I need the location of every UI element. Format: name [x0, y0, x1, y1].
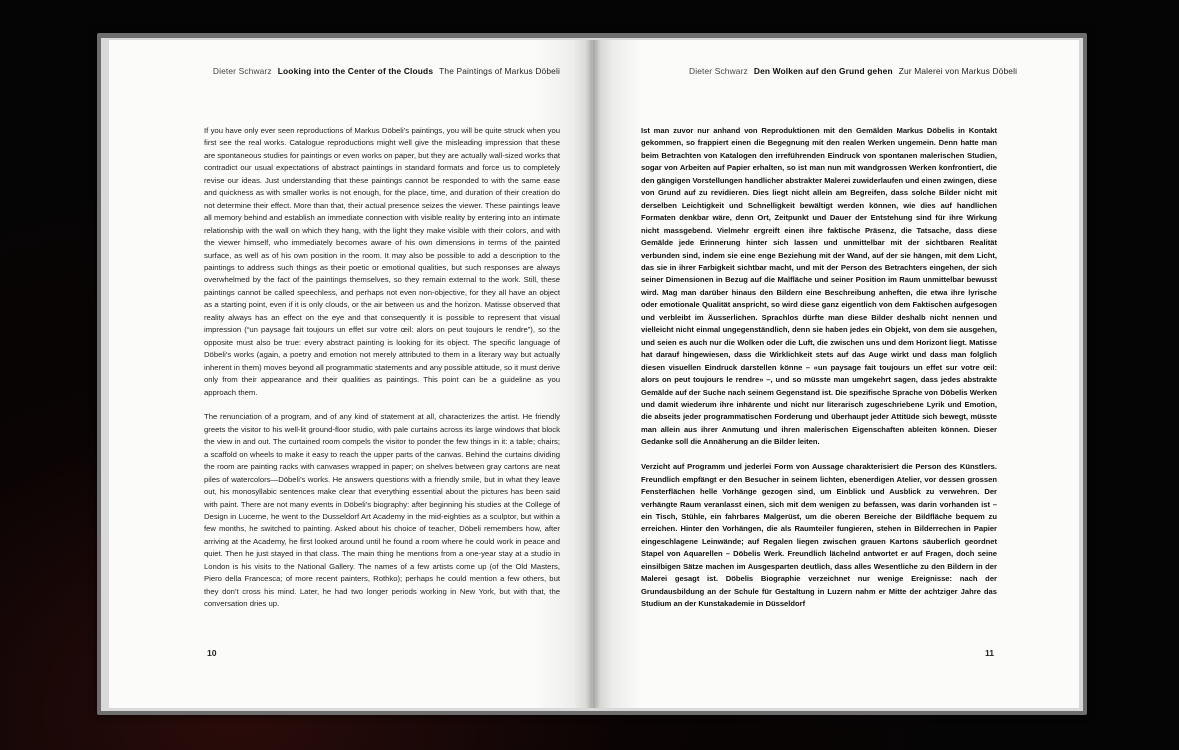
page-number-left: 10	[207, 648, 217, 658]
running-head-right	[689, 66, 1017, 76]
paragraph: If you have only ever seen reproductions of Markus Döbeli’s paintings, you will be quite struck when you first see the real works. Catalogue reproductions might well give the misleading impression that these are spontaneous studies for paintings or even works on paper, but they are actually wall-sized works that contradict our usual expectations of abstract paintings in standard formats and force us to completely revise our ideas. Just understanding that these paintings cannot be responded to with the same ease and quickness as with smaller works is not enough, for the place, time, and duration of their creation do not determine their effect. More than that, their actual presence seizes the viewer. These paintings leave all memory behind and establish an immediate connection with visible reality by entering into an intimate relationship with the wall on which they hang, with the light they make visible with their colors, and with the viewer himself, who immediately becomes aware of his own dimensions in terms of the painted surface, as well as of his own position in the room. It may also be possible to add a description to the paintings to address such things as their poetic or emotional qualities, but such responses are always overwhelmed by the fact of the paintings themselves, so they remain external to the work. Still, these paintings cannot be called speechless, and perhaps not even non-objective, for they all have an object as a starting point, even if it is only clouds, or the air between us and the horizon. Matisse observed that reality always has an effect on the eye and that consequently it is possible to represent that visual impression (“un paysage fait toujours un effet sur votre œil: alors on peut toujours le rendre”), so the opposite must also be true: every abstract painting is looking for its object. The specific language of Döbeli’s works (again, a poetry and emotion not merely attributed to them in a literary way but actually inherent in them) moves beyond all programmatic statements and any possible attitude, so it must derive only from their appearance and their qualities as paintings. This point can be a guideline as you approach them.	[204, 126, 560, 397]
running-head-title: Looking into the Center of the Clouds	[277, 66, 434, 76]
paragraph: Ist man zuvor nur anhand von Reproduktionen mit den Gemälden Markus Döbelis in Kontakt gekommen, so frappiert einen die Begegnung mit den realen Werken ungemein. Denn hatte man beim Betrachten von Katalogen den irreführenden Eindruck von spontanen malerischen Studien, sogar von Arbeiten auf Papier erhalten, so ist man nun mit wandgrossen Werken konfrontiert, die den gängigen Vorstellungen handlicher abstrakter Malerei zuwiderlaufen und einen zwingen, diese von Grund auf zu revidieren. Dies liegt nicht allein am Begreifen, dass solche Bilder nicht mit derselben Leichtigkeit und Schnelligkeit bewältigt werden können, wie dies auf handlichen Formaten denkbar wäre, denn Ort, Zeitpunkt und Dauer der Entstehung sind für ihre Wirkung nicht massgebend. Vielmehr ergreift einen ihre faktische Präsenz, die Tatsache, dass diese Gemälde jede Erinnerung hinter sich lassen und unmittelbar mit der sichtbaren Realität verbunden sind, indem sie eine enge Beziehung mit der Wand, auf der sie hängen, mit dem Licht, das sie in ihrer Farbigkeit sichtbar macht, und mit der Person des Betrachters eingehen, der sich seiner Dimensionen in Bezug auf die Malfläche und seiner Position im Raum unmittelbar bewusst wird. Mag man darüber hinaus den Bildern eine Beschreibung anheften, die etwa ihre lyrische oder emotionale Qualität anspricht, so wird diese ganz eigentlich von dem Faktischen aufgesogen und verbleibt im Äusserlichen. Sprachlos dürfte man diese Bilder deshalb nicht nennen und vielleicht nicht einmal ungegenständlich, denn sie haben jedes ein Objekt, von dem sie ausgehen, und seien es auch nur die Wolken oder die Luft, die zwischen uns und dem Horizont liegt. Matisse hat darauf hingewiesen, dass die Wirklichkeit stets auf das Auge wirkt und dass man folglich diesen visuellen Eindruck darstellen könne – «un paysage fait toujours un effet sur votre œil: alors on peut toujours le rendre» –, und so müsste man umgekehrt sagen, dass jedes abstrakte Gemälde auf der Suche nach seinem Gegenstand ist. Die spezifische Sprache von Döbelis Werken und damit wiederum ihre inhärente und nicht nur literarisch zugeschriebene Lyrik und Emotion, die abseits jeder programmatischen Forderung und überhaupt jeder Attitüde sich bewegt, müsste man allein aus ihrer Anmutung und ihren malerischen Eigenschaften ableiten können. Dieser Gedanke soll die Annäherung an die Bilder leiten.	[641, 126, 997, 447]
running-head-author: Dieter Schwarz	[212, 66, 272, 76]
paragraph: The renunciation of a program, and of any kind of statement at all, characterizes the artist. He friendly greets the visitor to his well-lit ground-floor studio, with pale curtains across its large windows that block the view in and out. The curtained room compels the visitor to ponder the few things in it: a table; chairs; a scaffold on wheels to make it easy to reach the upper parts of the canvas. Behind the curtains dividing the room are painting racks with canvases wrapped in paper; on shelves between gray cartons are neat piles of watercolors—Döbeli’s works. He answers questions with a friendly smile, but in what they leave out, his monosyllabic sentences make clear that everything essential about the pictures has been said with paint. There are not many events in Döbeli’s biography: after beginning his studies at the College of Design in Lucerne, he went to the Dusseldorf Art Academy in the mid-eighties as a sculptor, but within a few months, he switched to painting. Asked about his choice of teacher, Döbeli remembers how, after arriving at the Academy, he first looked around until he found a room where he could work in peace and quiet. Then he just stayed in that class. The main thing he mentions from a one-year stay at a studio in London is his visits to the National Gallery. The names of a few artists come up (of the Old Masters, Piero della Francesca; of more recent painters, Rothko); perhaps he could mention a few others, but they don’t cross his mind. Later, he had two longer periods working in New York, but with that, the conversation dries up.	[204, 412, 560, 609]
running-head-subtitle: The Paintings of Markus Döbeli	[439, 66, 560, 76]
running-head-author: Dieter Schwarz	[689, 66, 748, 76]
body-text-left	[204, 125, 560, 623]
running-head-subtitle: Zur Malerei von Markus Döbeli	[898, 66, 1018, 76]
book-spine-gutter	[586, 40, 600, 708]
paragraph: Verzicht auf Programm und jederlei Form von Aussage charakterisiert die Person des Künstlers. Freundlich empfängt er den Besucher in seinem lichten, ebenerdigen Atelier, vor dessen grossen Fensterflächen helle Vorhänge gezogen sind, um Einblick und Ausblick zu verwehren. Der verhängte Raum veranlasst einen, sich mit dem wenigen zu befassen, was darin vorhanden ist – ein Tisch, Stühle, ein fahrbares Malgerüst, um die oberen Bereiche der Bildfläche bequem zu erreichen. Hinter den Vorhängen, die als Raumteiler fungieren, stehen in Bilderrechen in Papier eingeschlagene Leinwände; auf Regalen liegen zwischen grauen Kartons säuberlich geordnet Stapel von Aquarellen – Döbelis Werk. Freundlich lächelnd antwortet er auf Fragen, doch seine einsilbigen Sätze machen im Ausgesparten deutlich, dass alles Wesentliche zu den Bildern in der Malerei gesagt ist. Döbelis Biographie verzeichnet nur wenige Ereignisse: nach der Grundausbildung an der Schule für Gestaltung in Luzern nahm er Mitte der achtziger Jahre das Studium an der Kunstakademie in Düsseldorf	[641, 462, 997, 609]
running-head-title: Den Wolken auf den Grund gehen	[753, 66, 893, 76]
running-head-left	[213, 66, 560, 76]
right-page	[593, 40, 1079, 708]
body-text-right	[641, 125, 997, 623]
left-page	[109, 40, 592, 708]
page-number-right: 11	[985, 648, 995, 658]
